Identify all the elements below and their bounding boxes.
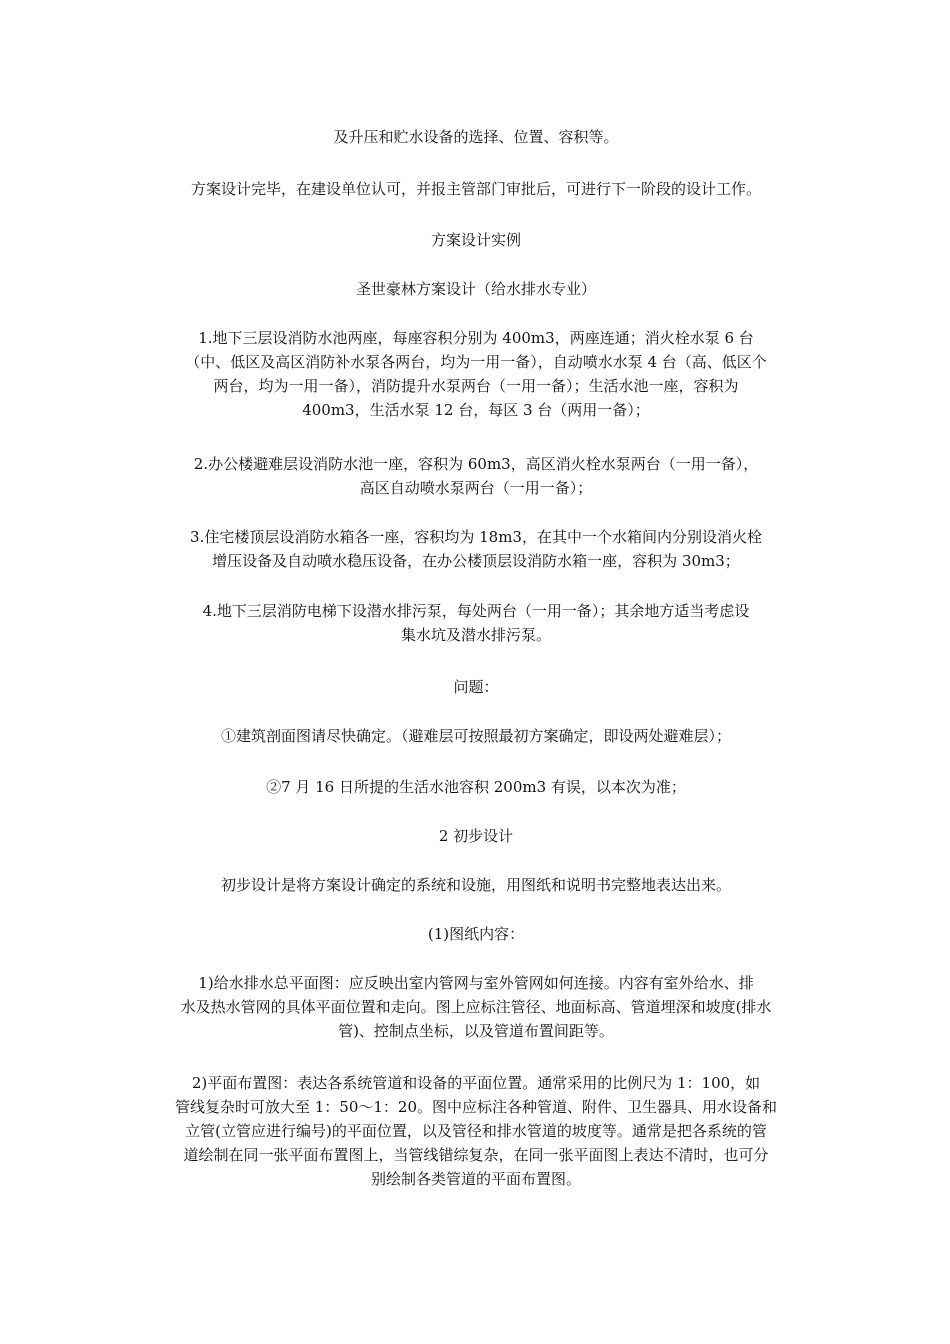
text-line: ①建筑剖面图请尽快确定。（避难层可按照最初方案确定，即设两处避难层）； [220,727,731,745]
text-line: 集水坑及潜水排污泵。 [400,626,551,644]
text-line: 管)、控制点坐标，以及管道布置间距等。 [338,1022,614,1040]
section-heading-preliminary-design [145,824,807,848]
paragraph-scheme-approval [145,177,807,201]
text-line: 增压设备及自动喷水稳压设备，在办公楼顶层设消防水箱一座，容积为 30m3； [212,552,740,570]
text-line: ②7 月 16 日所提的生活水池容积 200m3 有误，以本次为准； [266,778,686,796]
section-heading-questions [145,675,807,699]
text-line: （中、低区及高区消防补水泵各两台，均为一用一备），自动喷水水泵 4 台（高、低区个 [185,353,767,371]
text-line: 两台，均为一用一备），消防提升水泵两台（一用一备）；生活水池一座，容积为 [213,377,739,395]
list-item-1 [145,326,807,422]
text-line: 管线复杂时可放大至 1：50～1：20。图中应标注各种管道、附件、卫生器具、用水设备和 [174,1098,778,1116]
text-line: 初步设计是将方案设计确定的系统和设施，用图纸和说明书完整地表达出来。 [220,876,731,894]
question-item-1 [145,724,807,748]
list-item-2 [145,452,807,500]
text-line: 2.办公楼避难层设消防水池一座，容积为 60m3，高区消火栓水泵两台（一用一备）， [193,455,759,473]
text-line: 4.地下三层消防电梯下设潜水排污泵，每处两台（一用一备）；其余地方适当考虑设 [202,602,750,620]
section-heading-project-title [145,277,807,301]
section-heading-scheme-example [145,228,807,252]
text-line: 高区自动喷水泵两台（一用一备）； [359,479,593,497]
text-line: (1)图纸内容： [427,925,525,943]
text-line: 立管(立管应进行编号)的平面位置，以及管径和排水管道的坡度等。通常是把各系统的管 [185,1122,767,1140]
text-line: 2 初步设计 [438,827,514,845]
text-line: 别绘制各类管道的平面布置图。 [370,1170,581,1188]
paragraph-site-plan [145,971,807,1043]
question-item-2 [145,775,807,799]
text-line: 方案设计实例 [430,231,521,249]
text-line: 3.住宅楼顶层设消防水箱各一座，容积均为 18m3，在其中一个水箱间内分别设消火栓 [190,528,762,546]
paragraph-floor-plan [145,1071,807,1191]
text-line: 圣世豪林方案设计（给水排水专业） [355,280,596,298]
text-line: 2)平面布置图：表达各系统管道和设备的平面位置。通常采用的比例尺为 1：100，如 [191,1074,761,1092]
paragraph-preliminary-intro [145,873,807,897]
list-item-4 [145,599,807,647]
text-line: 1)给水排水总平面图：应反映出室内管网与室外管网如何连接。内容有室外给水、排 [198,974,754,992]
section-heading-drawing-contents [145,922,807,946]
text-line: 道绘制在同一张平面布置图上，当管线错综复杂，在同一张平面图上表达不清时，也可分 [183,1146,769,1164]
text-line: 1.地下三层设消防水池两座，每座容积分别为 400m3，两座连通；消火栓水泵 6 台 [198,329,754,347]
list-item-3 [145,525,807,573]
text-line: 问题： [453,678,499,696]
text-line: 水及热水管网的具体平面位置和走向。图上应标注管径、地面标高、管道埋深和坡度(排水 [180,998,772,1016]
text-line: 及升压和贮水设备的选择、位置、容积等。 [333,128,619,146]
text-line: 方案设计完毕，在建设单位认可，并报主管部门审批后，可进行下一阶段的设计工作。 [190,180,761,198]
text-line: 400m3，生活水泵 12 台，每区 3 台（两用一备）； [302,401,650,419]
paragraph-equipment-selection [145,125,807,149]
